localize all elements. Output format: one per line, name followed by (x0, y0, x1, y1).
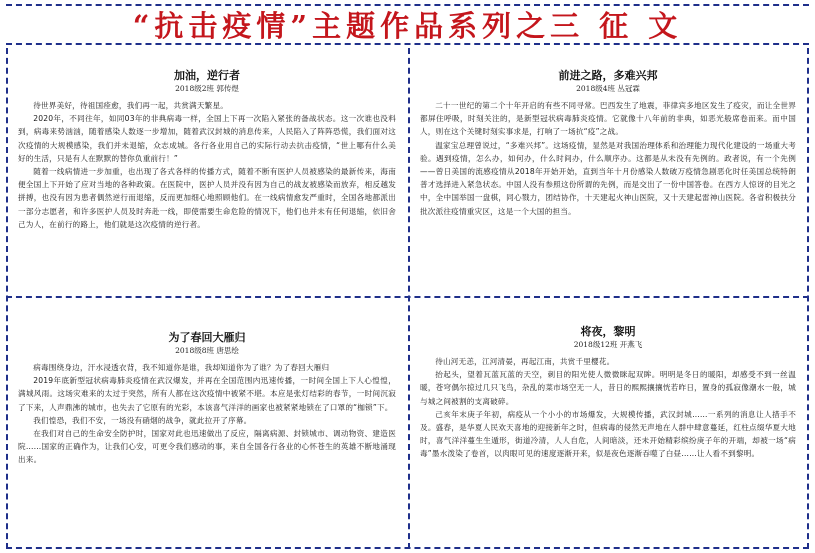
grid-center-divider (408, 48, 410, 549)
essay-paragraph: 待世界美好，待祖国痊愈，我们再一起，共赏满天繁星。 (33, 101, 229, 110)
essay-grid (6, 48, 809, 549)
essay-paragraph: 抬起头，望着瓦蓝瓦蓝的天空，刺目的阳光使人微微眯起双眸。明明是冬日的暖阳，却感受不到一丝温暖，苍穹偶尔掠过几只飞鸟，杂乱的菜市场空无一人，昔日的熙熙攘攘恍若昨日，置身的孤寂像潮水一般，城与城之间被割的支离破碎。 (420, 370, 796, 406)
essay-title: 为了春回大雁归 (168, 331, 246, 344)
essay-title: 加油，逆行者 (174, 69, 240, 82)
essay-paragraph: 病毒围绕身边，汗水浸透衣背，我不知道你是谁，我却知道你为了谁？为了春回大雁归 (33, 363, 330, 372)
essay-paragraph: 2020年，不同往年，如同03年的非典病毒一样，全国上下再一次陷入紧张的备战状态。这一次谁也没料到，病毒来势汹汹，随着感染人数逐一步增加，随着武汉封城的消息传来，人民陷入了阵阵恐慌，我们面对这次疫情的大规模感染，我们并未退缩，众志成城。各行各业用自己的实际行动去抗击疫情，“世上哪有什么美好的生活，只是有人在默默的替你负重前行！” (18, 114, 396, 163)
essay-panel-4 (420, 324, 796, 544)
essay-title: 将夜，黎明 (580, 325, 636, 338)
essay-paragraph: 2019年底新型冠状病毒肺炎疫情在武汉爆发，并再在全国范围内迅速传播，一时间全国上下人心惶惶，满城风雨。这场灾难来的太过于突然，所有人都在这次疫情中被紧不堪。本应是张灯结彩的春节，一时间沉寂了下来，人声鼎沸的城市，也失去了它原有的光彩，本该喜气洋洋的画家也被紧紧地锁在了口罩的“枷锁”下。 (18, 376, 396, 412)
banner-title: “抗击疫情”主题作品系列之三 征 文 (132, 9, 683, 43)
essay-paragraph: 温家宝总理曾说过，“多难兴邦”。这场疫情，显然是对我国治理体系和治理能力现代化建设的一场重大考验。遇到疫情，怎么办，如何办，什么时间办，什么顺序办。这都是从未没有先例的。政者说，有一个先例——曾日美国的流感疫情从2018年开始开始，直到当年十月份感染人数破万疫情急剧恶化时任美国总统特朗普才选择进入紧急状态。中国人没有参照这份所谓的先例，而是交出了一份中国答卷。在西方人惊讶的目光之中，全中国举国一盘棋，同心戮力，团结协作，十天建起火神山医院，又十天建起雷神山医院。各省积极扶分批次派往疫情重灾区，这是一个大国的担当。 (420, 140, 796, 216)
banner (0, 0, 815, 46)
grid-left-border (6, 48, 8, 549)
essay-byline: 2018级8班 唐思绘 (175, 346, 239, 355)
essay-paragraph: 己亥年末庚子年初，病疫从一个小小的市场爆发，大规模传播，武汉封城……一系列的消息让人措手不及。盛春，是华夏人民欢天喜地的迎接新年之时，但病毒的侵然无声地在人群中肆意蔓延，红柱点缀华夏大地时，喜气洋洋蔓生生遁形，街道冷清，人人自危，人间暗淡，还未开始精彩缤纷庚子年的开端，却被一场“病毒”墨水泼染了卷首，以肉眼可见的速度逐渐开来，似是夜色逐渐吞噬了白昼……让人看不到黎明。 (420, 409, 796, 459)
banner-bottom-border (6, 43, 809, 45)
essay-title: 前进之路，多难兴邦 (558, 69, 658, 82)
essay-paragraph: 二十一世纪的第二个十年开启的有些不同寻常。巴西发生了地震，菲律宾多地区发生了疫灾，而让全世界都屏住呼吸，时刻关注的，是新型冠状病毒肺炎疫情。它就像十八年前的非典，如恶光般席卷而来。而中国人，则在这个关键时刻实事求是，打响了一场抗“疫”之战。 (420, 101, 796, 137)
essay-byline: 2018级2班 郭传煜 (175, 84, 239, 93)
grid-right-border (807, 48, 809, 549)
essay-panel-3 (18, 330, 396, 544)
essay-byline: 2018级4班 丛冠霖 (576, 84, 640, 93)
essay-byline: 2018级12班 开燕飞 (573, 340, 643, 349)
essay-panel-2 (420, 68, 796, 294)
essay-paragraph: 随着一线病情进一步加重，也出现了各式各样的传播方式，随着不断有医护人员被感染的最新传来，海南便全国上下开始了应对当地的各种政策。在医院中，医护人员并没有因为自己的战友被感染而放弃，相反越发拼搏，也没有因为患者偶然逆行而退缩，反而更加细心地照顾他们。在一线病情愈发严重时，全国各地都派出一部分志愿者，和许多医护人员及时奔赴一线，即使需要生命危险的情况下，他们也并未有任何退缩，依旧舍己为人，在前行的路上，他们就是这次疫情的逆行者。 (18, 167, 396, 229)
essay-paragraph: 在我们对自己的生命安全防护时，国家对此也迅速做出了反应，隔离病源、封锁城市、调动物资、建造医院……国家的正确作为，让我们心安，可更令我们感动的事，来自全国各行各业的心怀苍生的英雄不断地涌现出来。 (18, 429, 396, 465)
grid-bottom-border (6, 547, 809, 549)
essay-paragraph: 我们惶恐，我们不安，一场没有硝烟的战争，就此拉开了序幕。 (33, 415, 252, 425)
grid-middle-divider (6, 296, 809, 298)
essay-paragraph: 待山河无恙，江河清晏，再起江南，共赏千里樱花。 (435, 357, 615, 366)
essay-panel-1 (18, 68, 396, 294)
